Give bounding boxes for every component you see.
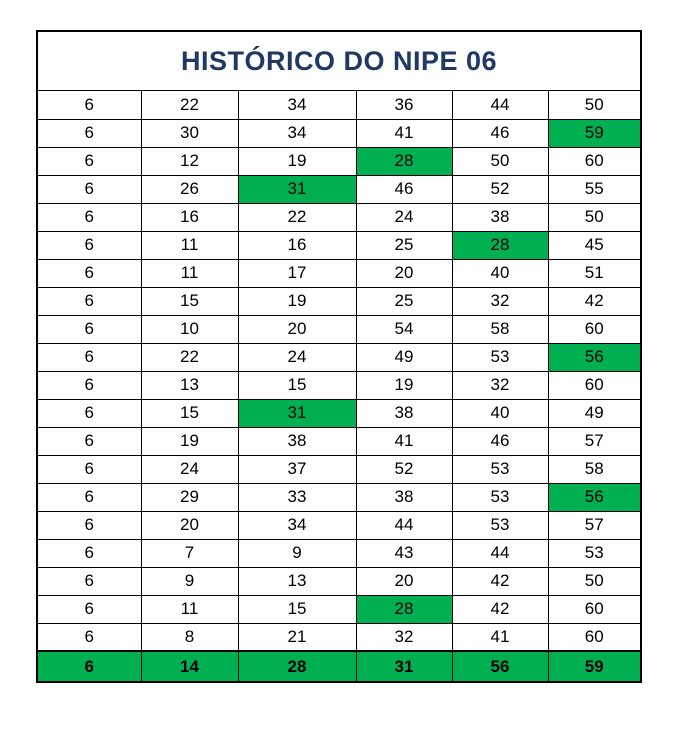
table-row [38,371,640,399]
table-row [38,203,640,231]
table-cell[interactable]: 50 [548,203,640,231]
table-cell[interactable]: 50 [452,147,548,175]
table-row [38,287,640,315]
table-cell[interactable]: 28 [356,595,452,623]
table-cell[interactable]: 53 [452,483,548,511]
table-row [38,483,640,511]
table-cell[interactable]: 13 [238,567,356,595]
table-cell[interactable]: 32 [356,623,452,651]
table-cell[interactable]: 8 [141,623,238,651]
table-cell[interactable]: 16 [141,203,238,231]
table-cell[interactable]: 42 [452,595,548,623]
page-title: HISTÓRICO DO NIPE 06 [180,45,498,76]
table-cell[interactable]: 46 [452,427,548,455]
table-cell[interactable]: 20 [238,315,356,343]
table-cell[interactable]: 28 [452,231,548,259]
table-cell[interactable]: 21 [238,623,356,651]
table-cell[interactable]: 32 [452,287,548,315]
table-cell[interactable]: 6 [38,455,141,483]
table-cell[interactable]: 22 [141,343,238,371]
table-cell[interactable]: 56 [548,343,640,371]
table-cell[interactable]: 44 [452,91,548,119]
table-cell[interactable]: 6 [38,315,141,343]
table-cell[interactable]: 6 [38,567,141,595]
table-row [38,595,640,623]
table-cell[interactable]: 40 [452,259,548,287]
table-row [38,315,640,343]
table-cell[interactable]: 31 [238,175,356,203]
table-cell[interactable]: 6 [38,595,141,623]
table-cell[interactable]: 11 [141,259,238,287]
table-cell[interactable]: 55 [548,175,640,203]
summary-cell[interactable]: 31 [356,651,452,681]
table-cell[interactable]: 11 [141,595,238,623]
table-cell[interactable]: 38 [356,483,452,511]
table-cell[interactable]: 56 [548,483,640,511]
table-cell[interactable]: 17 [238,259,356,287]
table-cell[interactable]: 44 [452,539,548,567]
title-cell[interactable] [38,32,640,91]
table-cell[interactable]: 44 [356,511,452,539]
table-cell[interactable]: 34 [238,511,356,539]
table-cell[interactable]: 37 [238,455,356,483]
summary-cell[interactable]: 28 [238,651,356,681]
table-cell[interactable]: 19 [356,371,452,399]
table-cell[interactable]: 53 [452,343,548,371]
table-row [38,455,640,483]
table-cell[interactable]: 6 [38,511,141,539]
table-row [38,427,640,455]
table-cell[interactable]: 12 [141,147,238,175]
table-row [38,343,640,371]
table-row [38,175,640,203]
table-cell[interactable]: 9 [238,539,356,567]
table-cell[interactable]: 6 [38,371,141,399]
table-cell[interactable]: 38 [452,203,548,231]
table-cell[interactable]: 57 [548,511,640,539]
table-cell[interactable]: 53 [452,455,548,483]
table-cell[interactable]: 32 [452,371,548,399]
table-row [38,119,640,147]
table-cell[interactable]: 6 [38,399,141,427]
table-cell[interactable]: 34 [238,119,356,147]
table-cell[interactable]: 6 [38,203,141,231]
table-cell[interactable]: 60 [548,147,640,175]
table-cell[interactable]: 25 [356,287,452,315]
table-cell[interactable]: 50 [548,567,640,595]
table-cell[interactable]: 38 [238,427,356,455]
table-cell[interactable]: 51 [548,259,640,287]
table-cell[interactable]: 6 [38,175,141,203]
table-cell[interactable]: 53 [452,511,548,539]
table-cell[interactable]: 29 [141,483,238,511]
table-cell[interactable]: 10 [141,315,238,343]
table-cell[interactable]: 52 [452,175,548,203]
table-cell[interactable]: 40 [452,399,548,427]
table-cell[interactable]: 45 [548,231,640,259]
table-cell[interactable]: 6 [38,343,141,371]
table-cell[interactable]: 26 [141,175,238,203]
table-cell[interactable]: 58 [452,315,548,343]
table-cell[interactable]: 24 [238,343,356,371]
table-cell[interactable]: 22 [238,203,356,231]
table-cell[interactable]: 30 [141,119,238,147]
summary-cell[interactable]: 6 [38,651,141,681]
table-cell[interactable]: 6 [38,231,141,259]
table-cell[interactable]: 6 [38,287,141,315]
table-cell[interactable]: 6 [38,259,141,287]
table-cell[interactable]: 60 [548,315,640,343]
table-cell[interactable]: 20 [356,567,452,595]
table-cell[interactable]: 36 [356,91,452,119]
table-cell[interactable]: 24 [141,455,238,483]
table-cell[interactable]: 7 [141,539,238,567]
table-cell[interactable]: 41 [356,427,452,455]
table-cell[interactable]: 13 [141,371,238,399]
table-cell[interactable]: 60 [548,371,640,399]
table-cell[interactable]: 42 [452,567,548,595]
summary-cell[interactable]: 59 [548,651,640,681]
table-cell[interactable]: 60 [548,595,640,623]
table-cell[interactable]: 19 [238,287,356,315]
table-cell[interactable]: 11 [141,231,238,259]
table-cell[interactable]: 49 [356,343,452,371]
table-row [38,91,640,119]
table-cell[interactable]: 6 [38,119,141,147]
summary-cell[interactable]: 56 [452,651,548,681]
table-cell[interactable]: 54 [356,315,452,343]
table-cell[interactable]: 15 [141,287,238,315]
table-row [38,623,640,651]
table-cell[interactable]: 60 [548,623,640,651]
table-row [38,259,640,287]
table-cell[interactable]: 46 [356,175,452,203]
table-cell[interactable]: 24 [356,203,452,231]
table-cell[interactable]: 19 [238,147,356,175]
table-cell[interactable]: 31 [238,399,356,427]
table-row [38,539,640,567]
table-cell[interactable]: 50 [548,91,640,119]
table-cell[interactable]: 41 [356,119,452,147]
table-cell[interactable]: 6 [38,147,141,175]
summary-cell[interactable]: 14 [141,651,238,681]
table-cell[interactable]: 15 [238,595,356,623]
table-cell[interactable]: 43 [356,539,452,567]
table-cell[interactable]: 6 [38,483,141,511]
table-cell[interactable]: 59 [548,119,640,147]
table-cell[interactable]: 53 [548,539,640,567]
table-row [38,511,640,539]
table-cell[interactable]: 38 [356,399,452,427]
table-cell[interactable]: 22 [141,91,238,119]
table-cell[interactable]: 28 [356,147,452,175]
table-cell[interactable]: 25 [356,231,452,259]
table-row [38,399,640,427]
summary-row [38,651,640,681]
table-cell[interactable]: 6 [38,539,141,567]
table-row [38,147,640,175]
table-cell[interactable]: 52 [356,455,452,483]
spreadsheet-table [36,30,642,683]
table-cell[interactable]: 34 [238,91,356,119]
table-cell[interactable]: 49 [548,399,640,427]
table-cell[interactable]: 15 [238,371,356,399]
table-body [38,91,640,681]
table-cell[interactable]: 42 [548,287,640,315]
table-cell[interactable]: 6 [38,91,141,119]
history-table [38,91,640,681]
table-cell[interactable]: 20 [141,511,238,539]
table-cell[interactable]: 33 [238,483,356,511]
table-row [38,231,640,259]
table-cell[interactable]: 16 [238,231,356,259]
table-row [38,567,640,595]
table-cell[interactable]: 15 [141,399,238,427]
table-cell[interactable]: 57 [548,427,640,455]
table-cell[interactable]: 6 [38,427,141,455]
table-cell[interactable]: 9 [141,567,238,595]
table-cell[interactable]: 20 [356,259,452,287]
table-cell[interactable]: 58 [548,455,640,483]
table-cell[interactable]: 6 [38,623,141,651]
table-cell[interactable]: 46 [452,119,548,147]
table-cell[interactable]: 41 [452,623,548,651]
table-cell[interactable]: 19 [141,427,238,455]
